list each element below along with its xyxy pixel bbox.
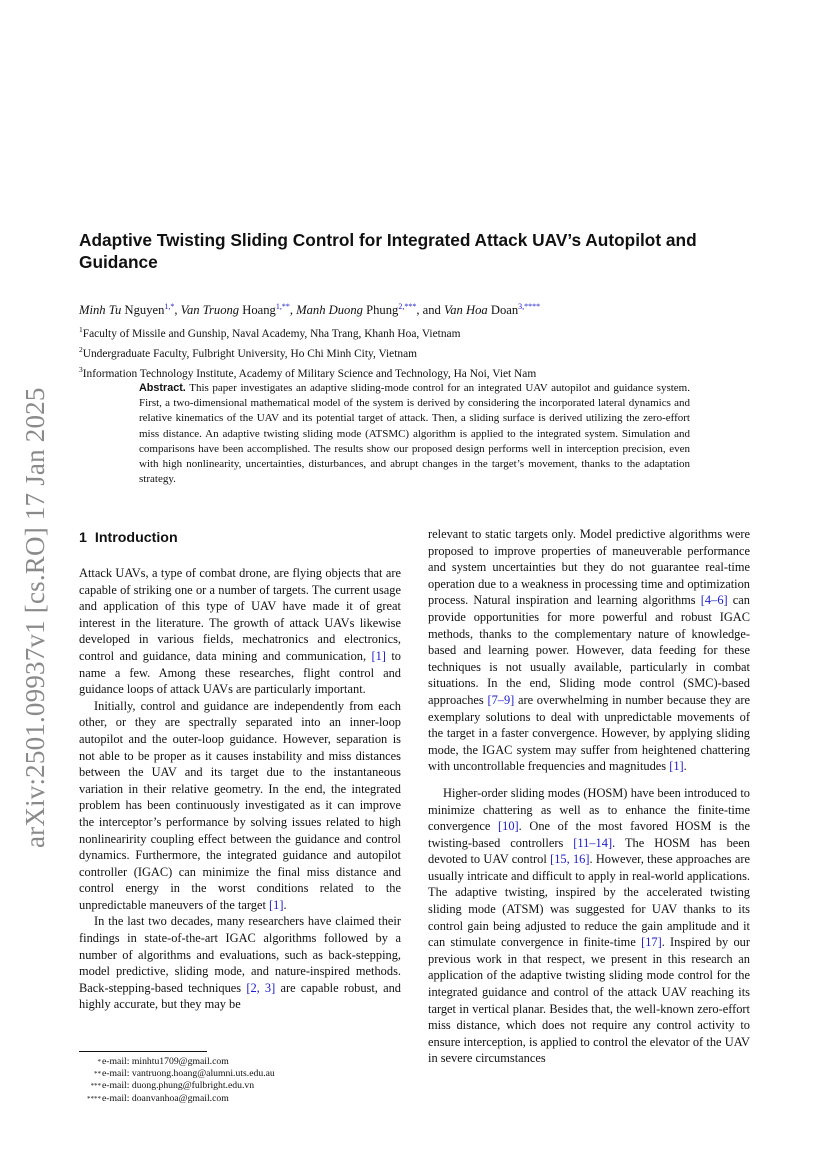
affiliation: $^2$Undergraduate Faculty, Fulbright University, Ho Chi Minh City, Vietnam <box>79 344 417 360</box>
citation-link[interactable]: [11–14] <box>573 835 613 850</box>
footnote: *** e-mail: duong.phung@fulbright.edu.vn <box>90 1080 255 1092</box>
footnote: * e-mail: minhtu1709@gmail.com <box>97 1056 229 1067</box>
author: Van Hoa Doan$^{3,****}$ <box>443 302 541 318</box>
paragraph: Attack UAVs, a type of combat drone, are flying objects that are capable of striking one or a number of targets. The current usage and application of this type of UAV have made it of great interest in the literature. The growth of attack UAVs likewise developed in various fields, mechatronics and electronics, control and guidance, data mining and communication, [1] to name a few. Among these researches, flight control and guidance loops of attack UAVs are particularly important. <box>79 566 401 697</box>
abstract-text: This paper investigates an adaptive sliding-mode control for an integrated UAV autopilot and guidance system. First, a two-dimensional mathematical model of the system is derived by considering the incorporated lateral dynamics and relative kinematics of the UAV and its potential target of attack. Then, a sliding surface is derived utilizing the zero-effort miss distance. An adaptive twisting sliding mode (ATSMC) algorithm is applied to the integrated system. Simulation and comparisons have been accomplished. The results show our proposed design performs well in interception precision, even with high nonlinearity, uncertainties, disturbances, and abrupt changes in the target’s movement, thanks to the adaptation strategy. <box>139 382 690 486</box>
left-column <box>79 526 401 1013</box>
section-heading: 1 Introduction <box>79 530 178 546</box>
author-list: Minh Tu Nguyen$^{1,*}$, Van Truong Hoang$^{1,**}$, Manh Duong Phung$^{2,***}$, and Van Hoa Doan$^{3,****}$ <box>79 302 541 318</box>
citation-link[interactable]: [1] <box>371 648 386 663</box>
author: Minh Tu Nguyen$^{1,*}$ <box>79 302 175 318</box>
citation-link[interactable]: [17] <box>641 935 662 950</box>
citation-link[interactable]: [10] <box>498 819 519 834</box>
footnote: **** e-mail: doanvanhoa@gmail.com <box>87 1092 229 1104</box>
paragraph: relevant to static targets only. Model predictive algorithms were proposed to improve properties of maneuverable performance and system uncertainties but they do not guarantee real-time operation due to a weakness in processing time and optimization process. Natural inspiration and learning algorithms [4–6] can provide opportunities for more powerful and robust IGAC methods, thanks to the complementary nature of knowledge-based and learning power. However, data feeding for these techniques is not usually available, particularly in combat situations. In the end, Sliding mode control (SMC)-based approaches [7–9] are overwhelming in number because they are exemplary solutions to deal with unpredictable movements of the target in a faster convergence. However, by applying sliding mode, the IGAC system may suffer from heightened chattering with uncontrollable frequencies and magnitudes [1]. <box>428 527 750 774</box>
affiliation-list <box>79 322 759 381</box>
paragraph: Higher-order sliding modes (HOSM) have been introduced to minimize chattering as well as to enhance the finite-time convergence [10]. One of the most favored HOSM is the twisting-based controllers [11–14]. The HOSM has been devoted to UAV control [15, 16]. However, these approaches are usually intricate and difficult to apply in real-world applications. The adaptive twisting, inspired by the accelerated twisting sliding mode (ATSM) was suggested for UAV thanks to its control gain being adjusted to reduce the gain amplitude and it can stimulate convergence in finite-time [17]. Inspired by our previous work in that respect, we present in this research an application of the adaptive twisting sliding mode control for the integrated guidance and control of the attack UAV reaching its target in vertical planar. Besides that, the well-known zero-effort miss distance, which does not require any control activity to ensure interception, is applied to control the elevator of the UAV in severe circumstances <box>428 785 750 1066</box>
abstract-heading: Abstract. <box>139 382 186 394</box>
affiliation: $^3$Information Technology Institute, Academy of Military Science and Technology, Ha Noi, Viet Nam <box>79 364 537 380</box>
citation-link[interactable]: [4–6] <box>700 593 728 608</box>
affiliation: $^1$Faculty of Missile and Gunship, Naval Academy, Nha Trang, Khanh Hoa, Vietnam <box>79 325 461 340</box>
paragraph: In the last two decades, many researchers have claimed their findings in state-of-the-art IGAC algorithms followed by a number of algorithms and evaluations, such as back-stepping, model predictive, sliding mode, and nature-inspired methods. Back-stepping-based techniques [2, 3] are capable robust, and highly accurate, but they may be <box>79 914 401 1012</box>
paper-title: Adaptive Twisting Sliding Control for Integrated Attack UAV’s Autopilot and Guidance <box>79 230 697 272</box>
footnote-divider <box>79 1051 207 1052</box>
citation-link[interactable]: [2, 3] <box>246 980 276 995</box>
author: Manh Duong Phung$^{2,***}$ <box>296 302 417 318</box>
paragraph: Initially, control and guidance are independently from each other, or they are spectrally separated into an inner-loop autopilot and the outer-loop guidance. However, separation is not able to be proper as it causes instability and miss distances between the UAV and its target due to the instantaneous variation in their relative geometry. In the end, the integrated problem has been continuously investigated as it can improve the interceptor’s performance by solving issues related to high nonlinearirity coupling effect between the guidance and control dynamics. Furthermore, the integrated guidance and autopilot controller (IGAC) can minimize the final miss distance and control energy in the worst conditions related to the unpredictable maneuvers of the target [1]. <box>79 698 401 912</box>
citation-link[interactable]: [15, 16] <box>550 852 590 867</box>
author: Van Truong Hoang$^{1,**}$ <box>180 302 290 318</box>
citation-link[interactable]: [1] <box>269 897 284 912</box>
right-column <box>428 526 750 1067</box>
citation-link[interactable]: [7–9] <box>487 692 515 707</box>
footnotes <box>79 1056 401 1105</box>
footnote: ** e-mail: vantruong.hoang@alumni.uts.edu.au <box>94 1068 275 1080</box>
citation-link[interactable]: [1] <box>669 759 684 774</box>
abstract <box>139 381 690 487</box>
arxiv-identifier[interactable]: arXiv:2501.09937v1 [cs.RO] 17 Jan 2025 <box>20 387 50 848</box>
